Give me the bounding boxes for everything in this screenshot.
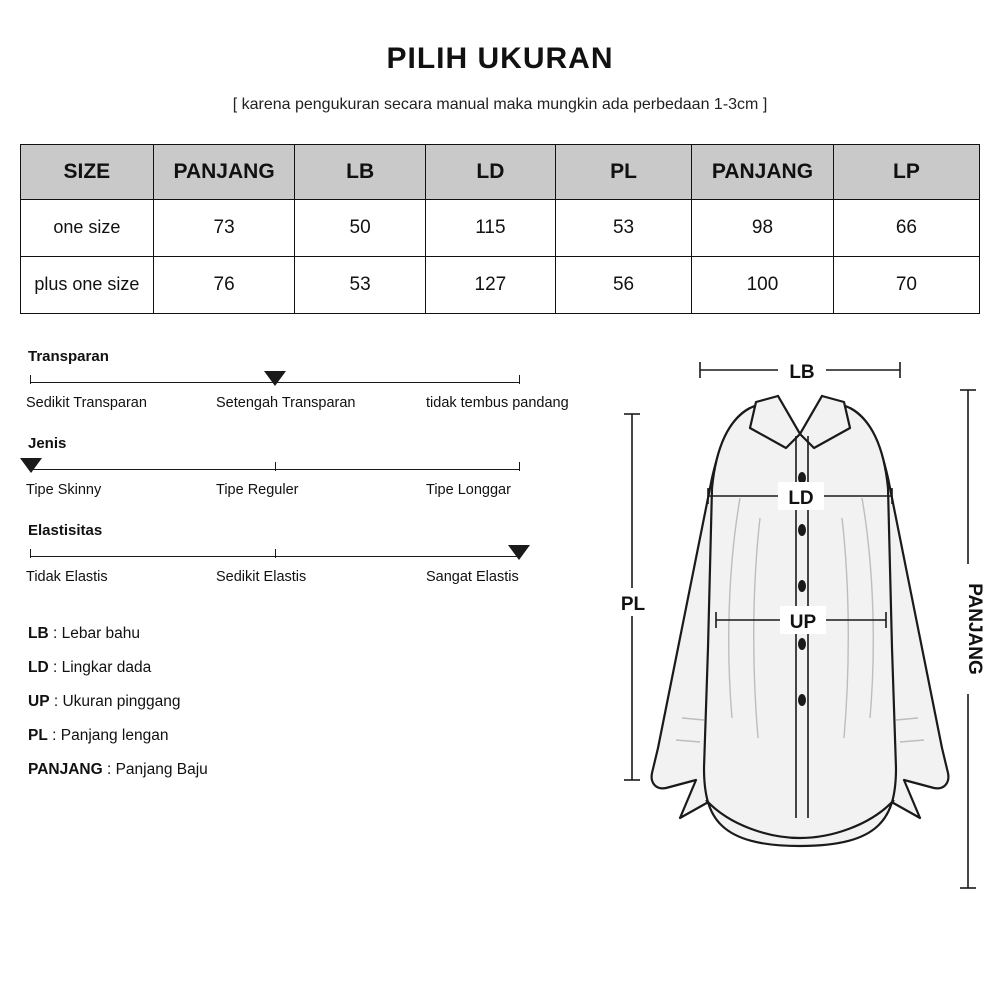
label-lb: LB <box>789 361 815 383</box>
scale-tick-mid <box>275 462 276 471</box>
cell-panjang1-one-size: 73 <box>153 199 295 256</box>
scale-tick-start <box>30 549 31 558</box>
list-item <box>26 761 606 779</box>
scale-elastisitas <box>26 522 606 591</box>
scale-transparan-bar <box>30 371 520 393</box>
list-item <box>26 659 606 677</box>
scale-tick-end <box>519 462 520 471</box>
scale-jenis <box>26 435 606 504</box>
cell-panjang2-plus: 100 <box>692 256 834 313</box>
scale-jenis-options <box>26 482 626 504</box>
table-row <box>21 256 979 313</box>
cell-lp-one-size: 66 <box>833 199 979 256</box>
scale-option: Sedikit Elastis <box>216 568 307 585</box>
size-table <box>20 144 980 314</box>
legend-key: PANJANG <box>28 760 103 778</box>
legend-sep: : <box>48 658 62 676</box>
scale-option: tidak tembus pandang <box>426 394 569 411</box>
abbreviation-legend <box>26 625 606 779</box>
scale-option: Sangat Elastis <box>426 568 519 585</box>
cell-panjang1-plus: 76 <box>153 256 295 313</box>
cell-panjang2-one-size: 98 <box>692 199 834 256</box>
column-header-size: SIZE <box>21 145 153 199</box>
column-header-lp: LP <box>833 145 979 199</box>
scale-transparan-label: Transparan <box>28 347 109 365</box>
legend-sep: : <box>102 760 116 778</box>
lower-section <box>0 348 1000 968</box>
legend-sep: : <box>48 624 62 642</box>
legend-desc: Lingkar dada <box>61 658 152 676</box>
attributes-column <box>26 348 606 795</box>
scale-marker-icon <box>20 458 42 473</box>
legend-desc: Panjang Baju <box>115 760 208 778</box>
scale-option: Sedikit Transparan <box>26 394 147 411</box>
column-header-pl: PL <box>556 145 692 199</box>
legend-desc: Ukuran pinggang <box>62 692 181 710</box>
scale-jenis-bar <box>30 458 520 480</box>
column-header-panjang-1: PANJANG <box>153 145 295 199</box>
cell-lp-plus: 70 <box>833 256 979 313</box>
scale-jenis-label: Jenis <box>28 434 67 452</box>
garment-illustration <box>600 348 1000 948</box>
scale-option: Tipe Longgar <box>426 481 511 498</box>
scale-transparan <box>26 348 606 417</box>
list-item <box>26 625 606 643</box>
scale-option: Tidak Elastis <box>26 568 108 585</box>
label-up: UP <box>789 611 817 633</box>
scale-tick-start <box>30 375 31 384</box>
scale-elastisitas-label: Elastisitas <box>28 521 103 539</box>
scale-tick-end <box>519 375 520 384</box>
label-pl: PL <box>620 593 646 615</box>
legend-key: LB <box>28 624 49 642</box>
legend-desc: Lebar bahu <box>61 624 141 642</box>
cell-pl-one-size: 53 <box>556 199 692 256</box>
column-header-lb: LB <box>295 145 425 199</box>
scale-option: Tipe Reguler <box>216 481 299 498</box>
cell-ld-plus: 127 <box>425 256 555 313</box>
table-row <box>21 199 979 256</box>
column-header-ld: LD <box>425 145 555 199</box>
legend-key: PL <box>28 726 48 744</box>
scale-transparan-options <box>26 395 626 417</box>
legend-key: LD <box>28 658 49 676</box>
scale-option: Tipe Skinny <box>26 481 102 498</box>
legend-sep: : <box>47 726 61 744</box>
cell-pl-plus: 56 <box>556 256 692 313</box>
cell-size-plus-one-size: plus one size <box>21 256 153 313</box>
legend-key: UP <box>28 692 50 710</box>
legend-sep: : <box>49 692 63 710</box>
cell-ld-one-size: 115 <box>425 199 555 256</box>
scale-option: Setengah Transparan <box>216 394 356 411</box>
label-panjang: PANJANG <box>964 582 985 675</box>
list-item <box>26 693 606 711</box>
scale-tick-mid <box>275 549 276 558</box>
table-header-row <box>21 145 979 199</box>
scale-marker-icon <box>508 545 530 560</box>
legend-desc: Panjang lengan <box>60 726 169 744</box>
page-subtitle: [ karena pengukuran secara manual maka mungkin ada perbedaan 1-3cm ] <box>232 96 768 113</box>
scale-marker-icon <box>264 371 286 386</box>
page-title: PILIH UKURAN <box>386 42 614 75</box>
label-ld: LD <box>788 487 814 509</box>
cell-lb-plus: 53 <box>295 256 425 313</box>
cell-size-one-size: one size <box>21 199 153 256</box>
column-header-panjang-2: PANJANG <box>692 145 834 199</box>
cell-lb-one-size: 50 <box>295 199 425 256</box>
scale-elastisitas-bar <box>30 545 520 567</box>
scale-elastisitas-options <box>26 569 626 591</box>
list-item <box>26 727 606 745</box>
